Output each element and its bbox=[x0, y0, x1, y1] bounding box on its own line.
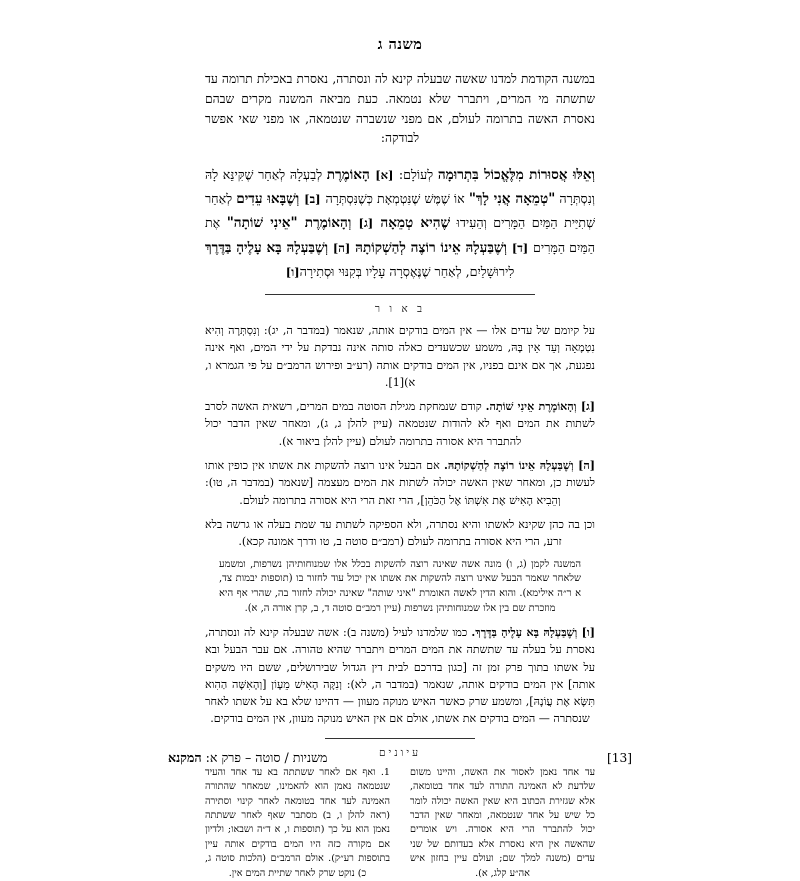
biur-text-2: קודם שנמחקת מגילת הסוטה במים המרים, רשאית האשה לסרב לשתות את המים ואף לא להודות שנטמאה (עיין להלן ג, ג), ומאחר שאין הדבר יכול להתברר היא אסורה בתרומה לעולם (עיין להלן ביאור א). bbox=[205, 400, 595, 448]
biur-lemma-3: [ה] וְשֶׁבַּעְלָהּ אֵינוֹ רוֹצֶה לְהַשְׁקוֹתָהּ. bbox=[443, 459, 595, 473]
biur-heading: ב א ו ר bbox=[374, 303, 426, 315]
mishnah-segment-b-plain: לְאַחַר שְׁתִיַּית הַמַּיִם הַמָּרִים וְהֵעִידוּ bbox=[205, 191, 595, 231]
biur-paragraph-3 bbox=[205, 457, 595, 509]
footer-page-number: [13] bbox=[606, 751, 632, 765]
mishnah-segment-c-plain: אֶת הַמַּיִם הַמָּרִים bbox=[205, 215, 596, 255]
page-title: משנה ג bbox=[377, 36, 423, 53]
footer-label-bold: המקנא bbox=[168, 750, 202, 765]
biur-text-4: וכן בה כהן שקינא לאשתו והיא נסתרה, ולא הספיקה לשתות עד שמת בעלה או גרשה בלא זרע, הרי היא אסורה בתרומה לעולם (רמב״ם סוטה ב, טו ודרך אמונה קכא). bbox=[205, 517, 595, 549]
mishnah-marker-a: [א] bbox=[375, 168, 394, 183]
mishnah-segment-b: וְשֶׁבָּאוּ עֵדִים bbox=[236, 191, 300, 208]
mishnah-segment-a-quote: "טְמֵאָה אֲנִי לָךְ" bbox=[468, 191, 556, 208]
mishnah-marker-c: [ג] bbox=[358, 216, 374, 231]
iyunim-section bbox=[205, 766, 595, 881]
mishnah-marker-b: [ב] bbox=[304, 192, 321, 207]
mishnah-segment-d: וְשֶׁבַּעְלָהּ אֵינוֹ רוֹצֶה לְהַשְׁקוֹתָהּ bbox=[355, 239, 508, 256]
page-footer bbox=[0, 750, 800, 766]
biur-paragraph-2 bbox=[205, 398, 595, 450]
mishnah-text-block bbox=[205, 163, 595, 284]
biur-paragraph-1 bbox=[205, 322, 595, 391]
biur-lemma-2: [ג] וְהָאוֹמֶרֶת אֵינִי שׁוֹתָה. bbox=[485, 400, 595, 414]
biur-paragraph-6 bbox=[205, 624, 595, 728]
divider-above-iyunim bbox=[325, 738, 475, 739]
mishnah-segment-c: וְהָאוֹמֶרֶת "אֵינִי שׁוֹתָה" bbox=[226, 215, 352, 232]
introduction-paragraph bbox=[205, 70, 595, 149]
divider-above-biur bbox=[265, 294, 535, 295]
iyunim-column-right bbox=[410, 766, 595, 881]
biur-text-3: אם הבעל אינו רוצה להשקות את אשתו אין כופין אותו לעשות כן, ומאחר שאין האשה יכולה לשתות את המים מעצמה [שנאמר (במדבר ה, טו): וְהֵבִיא הָאִישׁ אֶת אִשְׁתּוֹ אֶל הַכֹּהֵן], הרי זאת הרי היא אסורה בתרומה לעולם. bbox=[205, 459, 595, 507]
iyunim-heading: עיונים bbox=[378, 746, 422, 759]
biur-text-6: כמו שלמדנו לעיל (משנה ב): אשה שבעלה קינא לה ונסתרה, נאסרת על בעלה עד שתשתה את המים המרים ויתברר שהיא טהורה. אם עבר הבעל ובא על אשתו בתוך פרק זמן זה [כגון בדרכם לבית דין הגדול שבירושלים, ששם היו משקים אותה] אין המים בודקים אותה, שנאמר (במדבר ה, לא): וְנִקָּה הָאִישׁ מֵעָוֹן [וְהָאִשָּׁה הַהִוא תִּשָּׂא אֶת עֲוֹנָהּ], ומשמע שרק כאשר האיש מנוקה מעוון — דהיינו שלא בא על אשתו לאחר שנסתרה — המים בודקים את אשתו, אולם אם אין האיש מנוקה מעוון, אין המים בודקים. bbox=[205, 626, 595, 726]
biur-lemma-6: [ו] וְשֶׁבַּעְלָהּ בָּא עָלֶיהָ בַּדֶּרֶךְ. bbox=[471, 626, 595, 639]
mishnah-marker-d: [ד] bbox=[511, 240, 529, 255]
footer-label bbox=[168, 750, 327, 766]
biur-small-note: המשנה לקמן (ג, ו) מונה אשה שאינה רוצה להשקות בכלל אלו שמנוחותיהן נשרפות, ומשמע שלאחר שאמר הבעל שאינו רוצה להשקות את אשתו אין יכול עוד לחזור בו (תוספות יבמות צד, א ר״ה אילימא). והוא הדין לאשה האומרת "איני שותה" שאינה יכולה לחזור בה, שהרי אף היא מוזכרת שם בין אלו שמנוחותיהן נשרפות (עיין רמב״ם סוטה ד, ב, קרן אורה ה, א). bbox=[219, 558, 581, 615]
mishnah-segment-a-plain: לְבַעְלָהּ לְאַחַר שֶׁקִּינֵּא לָהּ וְנִסְתְּרָה bbox=[205, 167, 596, 207]
mishnah-segment-a-plain2: אוֹ שֶׁמֶּשׁ שֶׁנִּטְמְאָת כְּשֶׁנִּסְתְּרָה bbox=[325, 191, 469, 207]
mishnah-marker-f: [ו] bbox=[285, 264, 300, 279]
mishnah-lead: וְאֵלּוּ אֲסוּרוֹת מִלֶּאֱכוֹל בִּתְרוּמָה bbox=[437, 167, 595, 184]
mishnah-segment-a: הָאוֹמֶרֶת bbox=[326, 167, 370, 184]
mishnah-segment-b-quote: שֶׁהִיא טְמֵאָה bbox=[380, 215, 451, 232]
biur-section bbox=[205, 322, 595, 728]
mishnah-lead-plain: לְעוֹלָם: bbox=[398, 167, 438, 183]
biur-text-1: על קיומם של עדים אלו — אין המים בודקים אותה, שנאמר (במדבר ה, יג): וְנִסְתְּרָה וְהִיא נִטְמָאָה וְעֵד אֵין בָּהּ, משמע שכשעדים כאלה סותה אינה נבדקת על ידי המים, ואף אינה נפגעת, אך אם אינם בפניו, אין המים בודקים אותה (רע״ב ופירוש הרמב״ם על פי הגמרא ו, א)[1]. bbox=[205, 324, 595, 389]
introduction-text: במשנה הקודמת למדנו שאשה שבעלה קינא לה ונסתרה, נאסרת באכילת תרומה עד שתשתה מי המרים, ויתברר שלא נטמאה. כעת מביאה המשנה מקרים שבהם נאסרת האשה בתרומה לעולם, אם מפני שנשברה שנטמאה, או מפני שאי אפשר לבודקה: bbox=[205, 72, 595, 146]
mishnah-segment-e: וְשֶׁבַּעְלָהּ בָּא עָלֶיהָ בַּדֶּרֶךְ bbox=[205, 239, 329, 256]
footer-label-plain: משניות / סוטה – פרק א: bbox=[201, 750, 328, 765]
mishnah-marker-e: [ה] bbox=[332, 240, 351, 255]
biur-paragraph-4 bbox=[205, 516, 595, 551]
iyunim-note-1: עד אחד נאמן לאסור את האשה, והיינו משום שלדעת לא האמינה התורה לעד אחד בטומאה, אלא שגזירת הכתוב היא שאין האשה יכולה לומר כל שיש על אחד שנטמאה, ומאחר שאין הדבר יכול להתברר הרי היא אסורה. ויש אומרים שהאשה אין היא נאסרת אלא בעדותם של שני עדים (משנה למלך שם; ועולם עיין בחזון איש אה״ע קלג, א). bbox=[410, 766, 595, 879]
iyunim-note-2: 1. ואף אם לאחר ששתתה בא עד אחד והעיד שנטמאה נאמן הוא להאמינו, שמאחר שהתורה האמינה לעד אחד בטומאה לאחר קינוי וסתירה (ראה להלן ו, ב) מסתבר שאף לאחר ששתתה נאמן הוא על כך (תוספות ו, א ד״ה ושבאו; ולדיון אם מקורה כזה היו המים בודקים אותה עיין בתוספות רע״ק). אולם הרמב״ם (הלכות סוטה ג, כ) נוקט שרק לאחר שתיית המים אין. bbox=[205, 766, 390, 879]
mishnah-segment-e-plain: לִירוּשָׁלַיִם, לְאַחַר שֶׁנֶּאֶסְרָה עָלָיו בְּקִנּוּי וּסְתִירָה bbox=[299, 263, 515, 279]
iyunim-column-left bbox=[205, 766, 390, 881]
